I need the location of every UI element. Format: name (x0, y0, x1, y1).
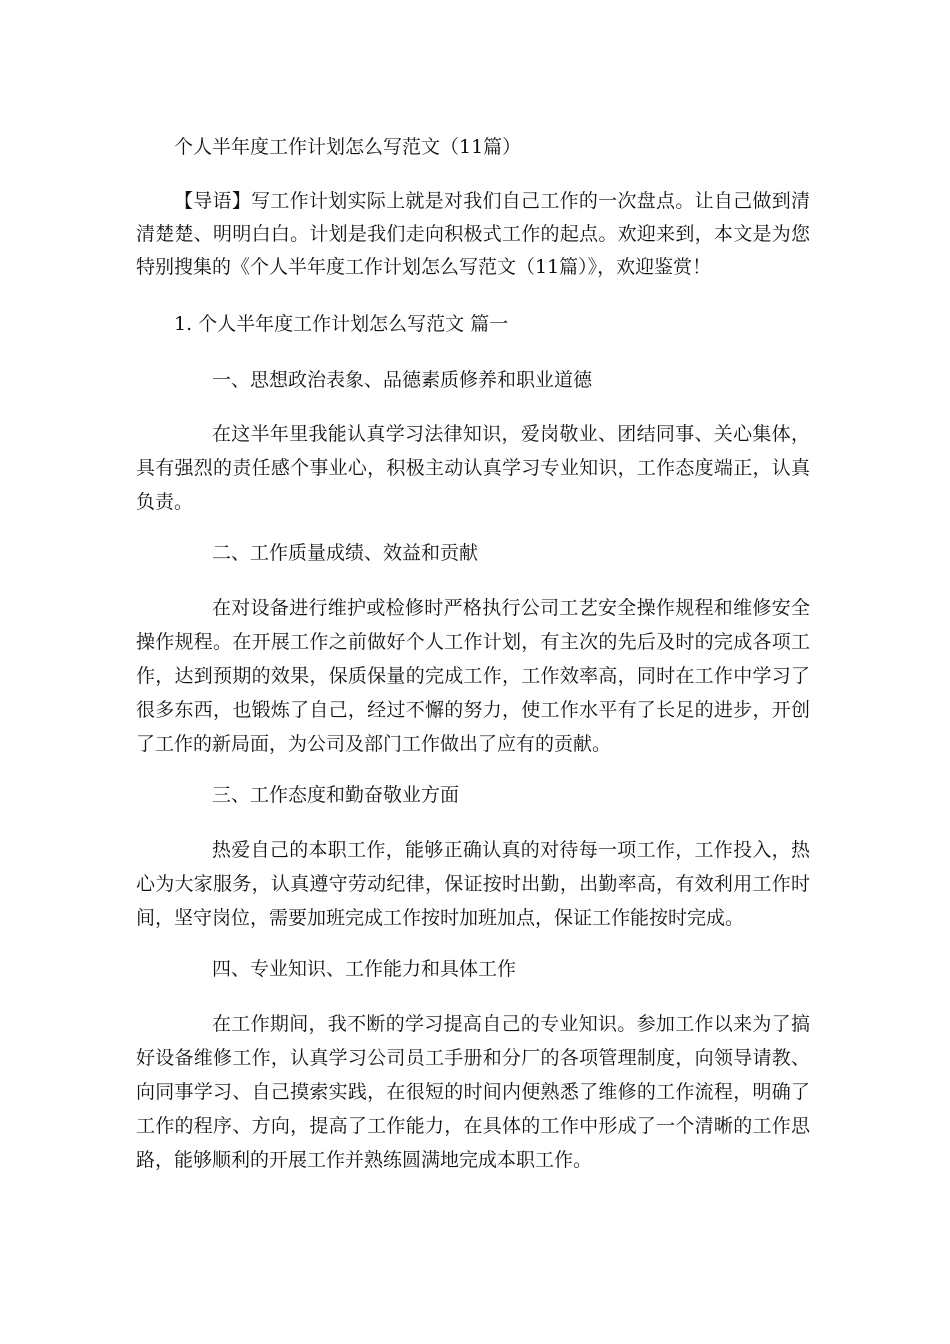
document-title: 个人半年度工作计划怎么写范文（11篇） (174, 136, 522, 158)
section-title: 1. 个人半年度工作计划怎么写范文 篇一 (174, 313, 509, 335)
section-heading-3: 三、工作态度和勤奋敬业方面 (212, 784, 460, 806)
section-heading-4: 四、专业知识、工作能力和具体工作 (212, 958, 517, 980)
section-body-2: 在对设备进行维护或检修时严格执行公司工艺安全操作规程和维修安全操作规程。在开展工作之前做好个人工作计划，有主次的先后及时的完成各项工作，达到预期的效果，保质保量的完成工作，工作效率高，同时在工作中学习了很多东西，也锻炼了自己，经过不懈的努力，使工作水平有了长足的进步，开创了工作的新局面，为公司及部门工作做出了应有的贡献。 (136, 597, 810, 755)
intro-paragraph: 【导语】写工作计划实际上就是对我们自己工作的一次盘点。让自己做到清清楚楚、明明白白。计划是我们走向积极式工作的起点。欢迎来到，本文是为您特别搜集的《个人半年度工作计划怎么写范文（11篇）》，欢迎鉴赏！ (136, 190, 810, 278)
section-body-4: 在工作期间，我不断的学习提高自己的专业知识。参加工作以来为了搞好设备维修工作，认真学习公司员工手册和分厂的各项管理制度，向领导请教、向同事学习、自己摸索实践，在很短的时间内便熟悉了维修的工作流程，明确了工作的程序、方向，提高了工作能力，在具体的工作中形成了一个清晰的工作思路，能够顺利的开展工作并熟练圆满地完成本职工作。 (136, 1013, 810, 1171)
section-heading-2: 二、工作质量成绩、效益和贡献 (212, 542, 479, 564)
section-body-3: 热爱自己的本职工作，能够正确认真的对待每一项工作，工作投入，热心为大家服务，认真遵守劳动纪律，保证按时出勤，出勤率高，有效利用工作时间，坚守岗位，需要加班完成工作按时加班加点，保证工作能按时完成。 (136, 839, 810, 929)
section-heading-1: 一、思想政治表象、品德素质修养和职业道德 (212, 369, 593, 391)
section-body-1: 在这半年里我能认真学习法律知识，爱岗敬业、团结同事、关心集体，具有强烈的责任感个事业心，积极主动认真学习专业知识，工作态度端正，认真负责。 (136, 423, 810, 513)
